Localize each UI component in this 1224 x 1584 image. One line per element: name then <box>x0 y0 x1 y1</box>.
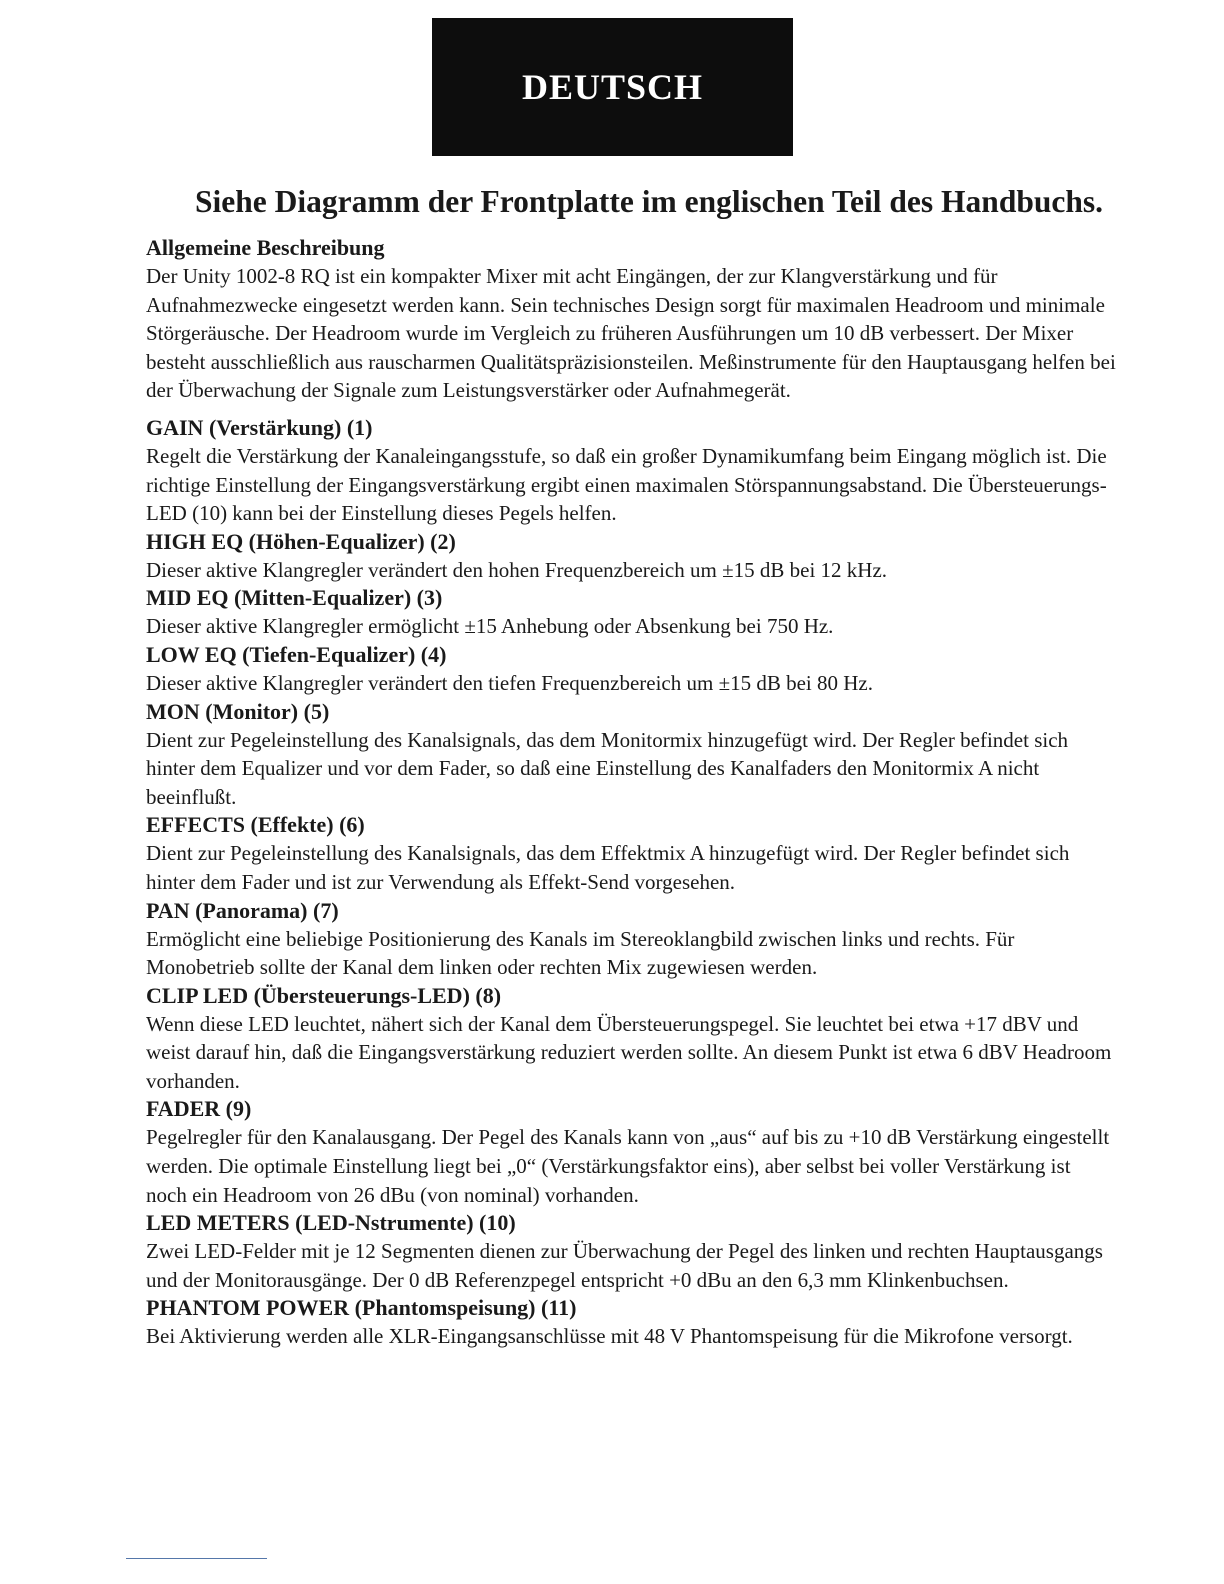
page-title: Siehe Diagramm der Frontplatte im englischen Teil des Handbuchs. <box>194 184 1104 219</box>
section-phantom-power <box>146 1294 1116 1351</box>
section-high-eq <box>146 528 1116 585</box>
section-title: HIGH EQ (Höhen-Equalizer) (2) <box>146 528 456 554</box>
section-body: Der Unity 1002-8 RQ ist ein kompakter Mixer mit acht Eingängen, der zur Klangverstärkung und für Aufnahmezwecke eingesetzt werden kann. Sein technisches Design sorgt für maximalen Headroom und minimale Störgeräusche. Der Headroom wurde im Vergleich zu früheren Ausführungen um 10 dB verbessert. Der Mixer besteht ausschließlich aus rauscharmen Qualitätspräzisionsteilen. Meßinstrumente für den Hauptausgang helfen bei der Überwachung der Signale zum Leistungsverstärker oder Aufnahmegerät. <box>146 264 1116 403</box>
section-title: MID EQ (Mitten-Equalizer) (3) <box>146 585 443 611</box>
language-label: DEUTSCH <box>521 67 704 107</box>
section-body: Zwei LED-Felder mit je 12 Segmenten dienen zur Überwachung der Pegel des linken und rechten Hauptausgangs und der Monitorausgänge. Der 0 dB Referenzpegel entspricht +0 dBu an den 6,3 mm Klinkenbuchsen. <box>146 1239 1103 1292</box>
section-title: PHANTOM POWER (Phantomspeisung) (11) <box>146 1295 577 1321</box>
section-low-eq <box>146 641 1116 698</box>
section-body: Regelt die Verstärkung der Kanaleingangsstufe, so daß ein großer Dynamikumfang beim Eingang möglich ist. Die richtige Einstellung der Eingangsverstärkung ergibt einen maximalen Störspannungsabstand. Die Übersteuerungs-LED (10) kann bei der Einstellung dieses Pegels helfen. <box>146 443 1107 526</box>
section-body: Ermöglicht eine beliebige Positionierung des Kanals im Stereoklangbild zwischen links und rechts. Für Monobetrieb sollte der Kanal dem linken oder rechten Mix zugewiesen werden. <box>146 926 1015 980</box>
section-title: PAN (Panorama) (7) <box>146 897 339 923</box>
section-mid-eq <box>146 584 1116 641</box>
section-body: Pegelregler für den Kanalausgang. Der Pegel des Kanals kann von „aus“ auf bis zu +10 dB Verstärkung eingestellt werden. Die optimale Einstellung liegt bei „0“ (Verstärkungsfaktor eins), aber selbst bei voller Verstärkung ist noch ein Headroom von 26 dBu (von nominal) vorhanden. <box>146 1125 1110 1207</box>
section-effects <box>146 811 1116 896</box>
section-body: Dieser aktive Klangregler verändert den hohen Frequenzbereich um ±15 dB bei 12 kHz. <box>146 557 888 582</box>
language-banner <box>432 18 793 156</box>
section-general-description <box>146 234 1116 405</box>
section-gain <box>146 414 1116 528</box>
section-led-meters <box>146 1209 1116 1294</box>
section-fader <box>146 1095 1116 1209</box>
footer-divider <box>126 1558 267 1559</box>
section-body: Dient zur Pegeleinstellung des Kanalsignals, das dem Effektmix A hinzugefügt wird. Der Regler befindet sich hinter dem Fader und ist zur Verwendung als Effekt-Send vorgesehen. <box>146 841 1070 894</box>
document-body <box>146 234 1116 1351</box>
section-body: Dient zur Pegeleinstellung des Kanalsignals, das dem Monitormix hinzugefügt wird. Der Regler befindet sich hinter dem Equalizer und vor dem Fader, so daß eine Einstellung des Kanalfaders den Monitormix A nicht beeinflußt. <box>146 727 1069 809</box>
section-title: EFFECTS (Effekte) (6) <box>146 812 365 838</box>
section-title: CLIP LED (Übersteuerungs-LED) (8) <box>146 982 502 1008</box>
section-title: GAIN (Verstärkung) (1) <box>146 414 373 440</box>
section-title: MON (Monitor) (5) <box>146 698 330 724</box>
section-body: Wenn diese LED leuchtet, nähert sich der Kanal dem Übersteuerungspegel. Sie leuchtet bei etwa +17 dBV und weist darauf hin, daß die Eingangsverstärkung reduziert werden sollte. An diesem Punkt ist etwa 6 dBV Headroom vorhanden. <box>146 1011 1112 1093</box>
section-body: Bei Aktivierung werden alle XLR-Eingangsanschlüsse mit 48 V Phantomspeisung für die Mikrofone versorgt. <box>146 1324 1073 1349</box>
section-body: Dieser aktive Klangregler verändert den tiefen Frequenzbereich um ±15 dB bei 80 Hz. <box>146 670 873 695</box>
section-title: Allgemeine Beschreibung <box>146 235 385 260</box>
section-title: LED METERS (LED-Nstrumente) (10) <box>146 1210 516 1236</box>
section-title: FADER (9) <box>146 1096 252 1122</box>
section-body: Dieser aktive Klangregler ermöglicht ±15 Anhebung oder Absenkung bei 750 Hz. <box>146 614 834 639</box>
section-pan <box>146 897 1116 982</box>
section-monitor <box>146 698 1116 812</box>
section-clip-led <box>146 982 1116 1096</box>
section-title: LOW EQ (Tiefen-Equalizer) (4) <box>146 641 447 667</box>
